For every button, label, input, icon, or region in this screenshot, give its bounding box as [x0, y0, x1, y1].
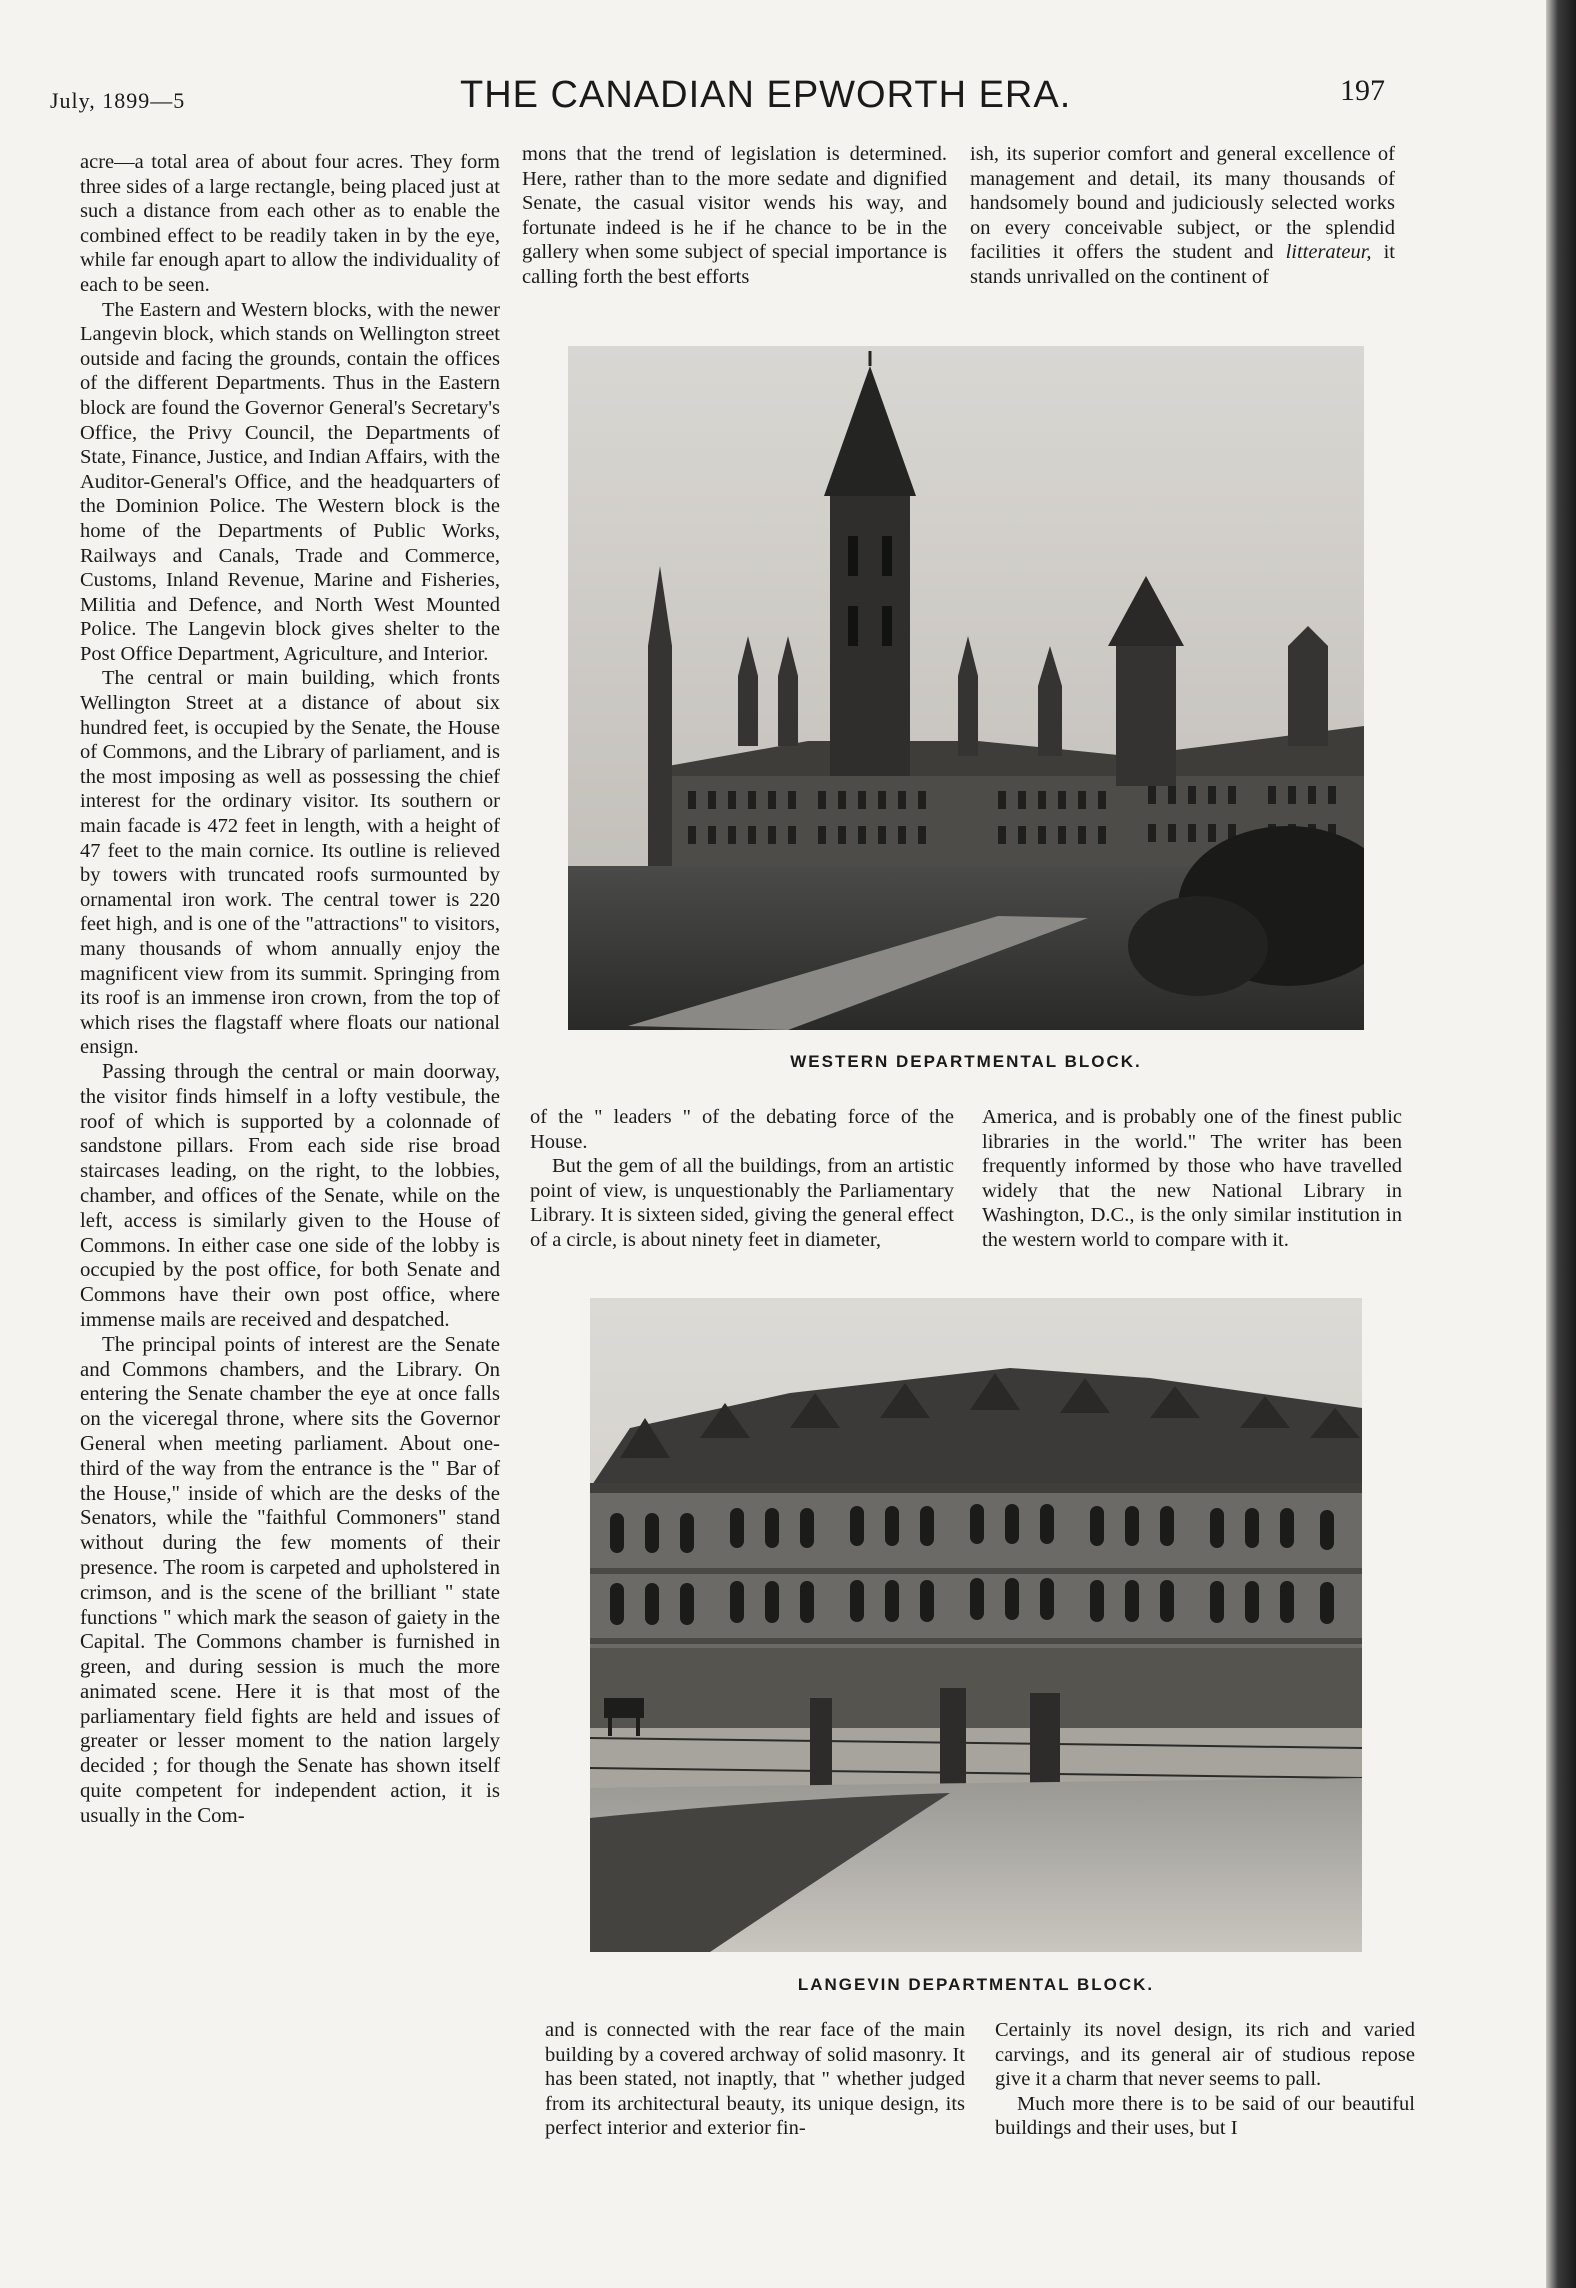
publication-title: THE CANADIAN EPWORTH ERA.	[460, 74, 1072, 116]
paragraph: But the gem of all the buildings, from an artistic point of view, is unquestionably the Parliamentary Library. It is sixteen sided, giving the general effect of a circle, is about ninety feet in diameter,	[530, 1155, 954, 1251]
page-number: 197	[1340, 74, 1385, 107]
paragraph: Certainly its novel design, its rich and varied carvings, and its general air of studious repose give it a charm that never seems to pall.	[995, 2019, 1415, 2091]
western-block-photo	[568, 346, 1364, 1030]
article-column-middle-mid	[530, 1105, 954, 1253]
langevin-block-photo	[590, 1298, 1362, 1952]
paragraph: The principal points of interest are the Senate and Commons chambers, and the Library. On entering the Senate chamber the eye at once falls on the viceregal throne, where sits the Governor General when meeting parliament. About one-third of the way from the entrance is the " Bar of the House," inside of which are the desks of the Senators, while the "faithful Commoners" stand without during the few moments of their presence. The room is carpeted and upholstered in crimson, and is the scene of the brilliant " state functions " which mark the season of gaiety in the Capital. The Commons chamber is furnished in green, and during session is much the more animated scene. Here it is that most of the parliamentary field fights are held and issues of greater or lesser moment to the nation largely decided ; for though the Senate has shown itself quite competent for independent action, it is usually in the Com-	[80, 1332, 500, 1827]
article-column-middle-bottom	[545, 2018, 965, 2141]
text-run: ish, its superior comfort and general excellence of management and detail, its many thousands of handsomely bound and judiciously selected works on every conceivable subject, or the splendid facilities it offers the student and	[970, 143, 1395, 264]
paragraph	[970, 142, 1395, 290]
western-block-caption: WESTERN DEPARTMENTAL BLOCK.	[790, 1052, 1142, 1071]
paragraph: acre—a total area of about four acres. They form three sides of a large rectangle, being placed just at such a distance from each other as to enable the combined effect to be readily taken in by the eye, while far enough apart to allow the individuality of each to be seen.	[80, 151, 500, 296]
article-column-right-top	[970, 142, 1395, 290]
column-lower-text	[80, 1060, 500, 1829]
paragraph: Much more there is to be said of our beautiful buildings and their uses, but I	[995, 2092, 1415, 2140]
langevin-block-caption: LANGEVIN DEPARTMENTAL BLOCK.	[797, 1975, 1155, 1994]
text-run: it stands unrivalled on the continent of	[970, 241, 1395, 288]
paragraph: and is connected with the rear face of the main building by a covered archway of solid masonry. It has been stated, not inaptly, that " whether judged from its architectural beauty, its unique design, its perfect interior and exterior fin-	[545, 2019, 965, 2140]
article-column-right-mid	[982, 1105, 1402, 1253]
running-header	[50, 72, 1390, 122]
paragraph: America, and is probably one of the finest public libraries in the world." The writer has been frequently informed by those who have travelled widely that the new National Library in Washington, D.C., is the only similar institution in the western world to compare with it.	[982, 1106, 1402, 1251]
page-binding-edge	[1546, 0, 1576, 2288]
paragraph: mons that the trend of legislation is determined. Here, rather than to the more sedate and dignified Senate, the casual visitor wends his way, and fortunate indeed is he if he chance to be in the gallery when some subject of special importance is calling forth the best efforts	[522, 143, 947, 288]
italic-term: litterateur,	[1285, 241, 1372, 264]
article-column-right-bottom	[995, 2018, 1415, 2141]
paragraph: Passing through the central or main doorway, the visitor finds himself in a lofty vestibule, the roof of which is supported by a colonnade of sandstone pillars. From each side rise broad staircases leading, on the right, to the lobbies, chamber, and offices of the Senate, while on the left, access is similarly given to the House of Commons. In either case one side of the lobby is occupied by the post office, for both Senate and Commons have their own post office, where immense mails are received and despatched.	[80, 1059, 500, 1331]
paragraph: of the " leaders " of the debating force of the House.	[530, 1106, 954, 1153]
issue-date: July, 1899—5	[50, 88, 186, 113]
article-column-middle-top	[522, 142, 947, 290]
paragraph: The Eastern and Western blocks, with the newer Langevin block, which stands on Wellington street outside and facing the grounds, contain the offices of the different Departments. Thus in the Eastern block are found the Governor General's Secretary's Office, the Privy Council, the Departments of State, Finance, Justice, and Indian Affairs, with the Auditor-General's Office, and the headquarters of the Dominion Police. The Western block is the home of the Departments of Public Works, Railways and Canals, Trade and Commerce, Customs, Inland Revenue, Marine and Fisheries, Militia and Defence, and North West Mounted Police. The Langevin block gives shelter to the Post Office Department, Agriculture, and Interior.	[80, 298, 500, 665]
article-column-left	[80, 150, 500, 2250]
paragraph: The central or main building, which fronts Wellington Street at a distance of about six hundred feet, is occupied by the Senate, the House of Commons, and the Library of parliament, and is the most imposing as well as possessing the chief interest for the ordinary visitor. Its southern or main facade is 472 feet in length, with a height of 47 feet to the main cornice. Its outline is relieved by towers with truncated roofs surmounted by ornamental iron work. The central tower is 220 feet high, and is one of the "attractions" to visitors, many thousands of whom annually enjoy the magnificent view from its summit. Springing from its roof is an immense iron crown, from the top of which rises the flagstaff where floats our national ensign.	[80, 667, 500, 1059]
